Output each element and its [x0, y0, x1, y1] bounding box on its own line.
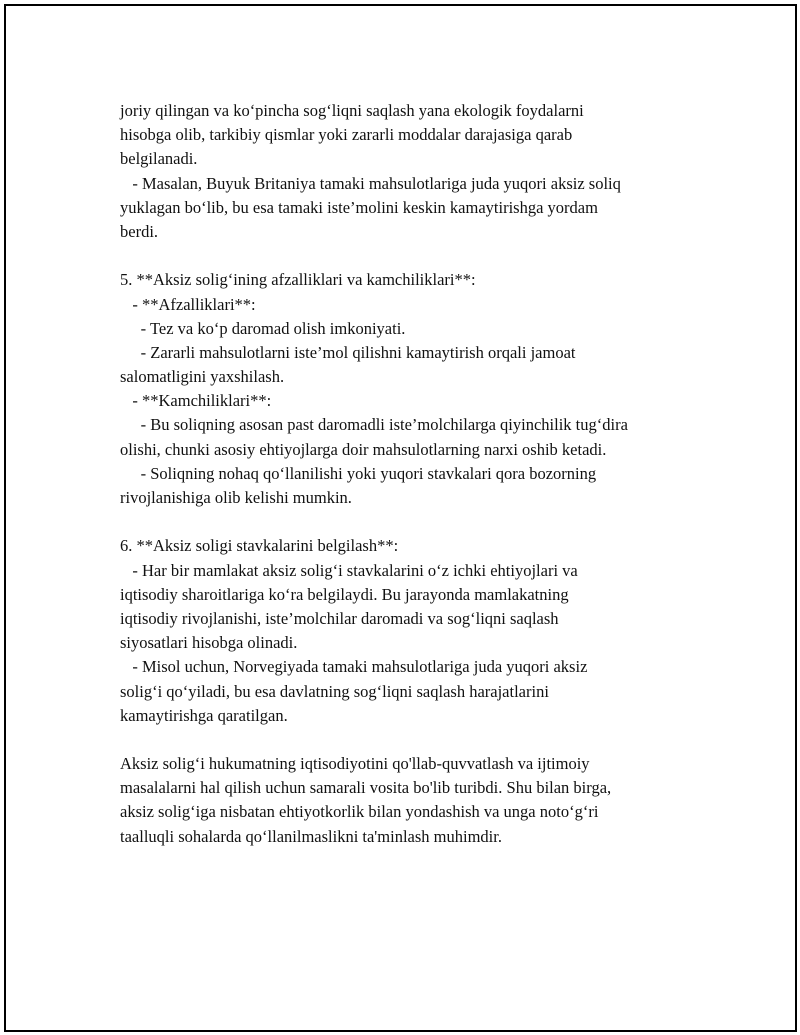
text-line: rivojlanishiga olib kelishi mumkin.: [120, 488, 352, 507]
text-line: yuklagan bo‘lib, bu esa tamaki iste’molini keskin kamaytirishga yordam: [120, 197, 598, 217]
text-line: 6. **Aksiz soligi stavkalarini belgilash**:: [120, 536, 399, 556]
document-body: [120, 99, 710, 849]
paragraph-spacer: [120, 728, 710, 752]
text-line: salomatligini yaxshilash.: [120, 367, 285, 387]
text-line: hisobga olib, tarkibiy qismlar yoki zararli moddalar darajasiga qarab: [120, 125, 573, 145]
text-line: - Masalan, Buyuk Britaniya tamaki mahsulotlariga juda yuqori aksiz soliq: [120, 173, 621, 193]
text-line: Aksiz solig‘i hukumatning iqtisodiyotini qo'llab-quvvatlash va ijtimoiy: [120, 754, 590, 774]
page-frame: [4, 4, 797, 1032]
text-line: - Har bir mamlakat aksiz solig‘i stavkalarini o‘z ichki ehtiyojlari va: [120, 560, 578, 580]
text-line: taalluqli sohalarda qo‘llanilmaslikni ta'minlash muhimdir.: [120, 826, 502, 846]
paragraph: [120, 752, 710, 849]
text-line: iqtisodiy sharoitlariga ko‘ra belgilaydi. Bu jarayonda mamlakatning: [120, 584, 569, 604]
text-line: - Soliqning nohaq qo‘llanilishi yoki yuqori stavkalari qora bozorning: [120, 463, 597, 483]
paragraph-spacer: [120, 510, 710, 534]
text-line: olishi, chunki asosiy ehtiyojlarga doir mahsulotlarning narxi oshib ketadi.: [120, 439, 607, 459]
text-line: - Bu soliqning asosan past daromadli iste’molchilarga qiyinchilik tug‘dira: [120, 415, 628, 435]
text-line: - Misol uchun, Norvegiyada tamaki mahsulotlariga juda yuqori aksiz: [120, 657, 588, 677]
paragraph: [120, 99, 710, 244]
text-line: belgilanadi.: [120, 149, 198, 169]
text-line: siyosatlari hisobga olinadi.: [120, 633, 298, 653]
text-line: masalalarni hal qilish uchun samarali vosita bo'lib turibdi. Shu bilan birga,: [120, 778, 612, 798]
text-line: aksiz solig‘iga nisbatan ehtiyotkorlik bilan yondashish va unga noto‘g‘ri: [120, 802, 599, 822]
text-line: - Zararli mahsulotlarni iste’mol qilishni kamaytirish orqali jamoat: [120, 342, 576, 362]
paragraph-spacer: [120, 244, 710, 268]
text-line: kamaytirishga qaratilgan.: [120, 705, 288, 725]
paragraph: [120, 268, 710, 510]
text-line: - **Afzalliklari**:: [120, 294, 256, 314]
text-line: berdi.: [120, 221, 159, 241]
paragraph: [120, 534, 710, 728]
text-line: 5. **Aksiz solig‘ining afzalliklari va kamchiliklari**:: [120, 270, 476, 290]
text-line: - Tez va ko‘p daromad olish imkoniyati.: [120, 318, 406, 338]
text-line: solig‘i qo‘yiladi, bu esa davlatning sog‘liqni saqlash harajatlarini: [120, 681, 549, 701]
text-line: joriy qilingan va ko‘pincha sog‘liqni saqlash yana ekologik foydalarni: [120, 101, 584, 120]
text-line: iqtisodiy rivojlanishi, iste’molchilar daromadi va sog‘liqni saqlash: [120, 608, 559, 628]
text-line: - **Kamchiliklari**:: [120, 391, 272, 411]
